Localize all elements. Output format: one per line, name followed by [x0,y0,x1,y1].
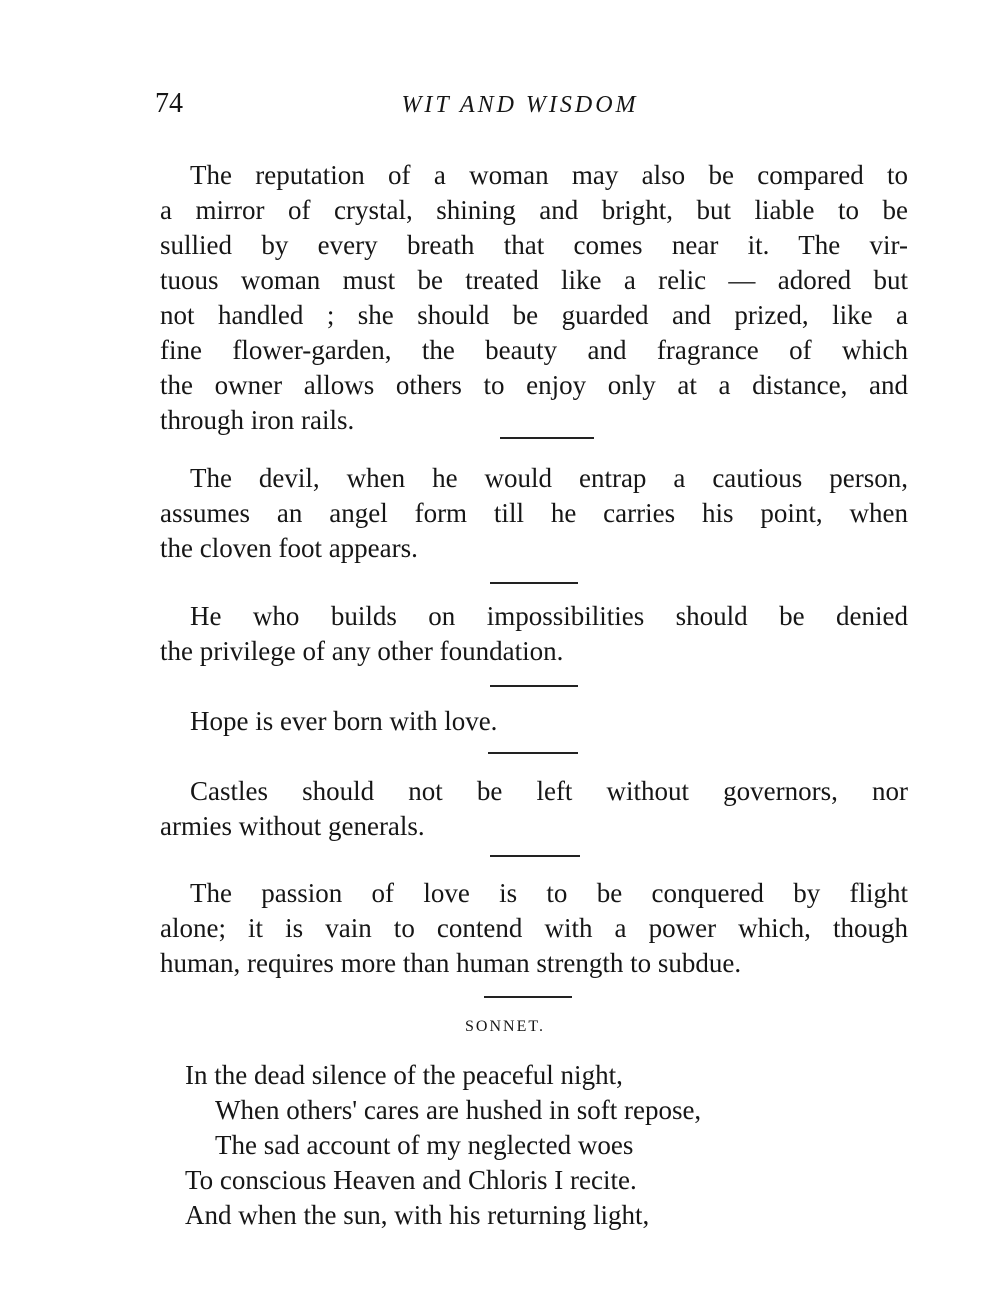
section-divider [490,855,580,857]
sonnet-title: SONNET. [465,1018,545,1035]
verse-line: And when the sun, with his returning light, [185,1200,650,1230]
text-line: tuous woman must be treated like a relic — adored but [160,265,908,295]
text-line: The reputation of a woman may also be compared to [190,160,908,190]
text-line: The devil, when he would entrap a cautious person, [190,463,908,493]
text-line: through iron rails. [160,405,355,435]
verse-line: To conscious Heaven and Chloris I recite. [185,1165,637,1195]
text-line: a mirror of crystal, shining and bright, but liable to be [160,195,908,225]
text-line: not handled ; she should be guarded and prized, like a [160,300,908,330]
running-head: WIT AND WISDOM [401,92,639,118]
section-divider [488,752,578,754]
page-number: 74 [155,88,183,119]
text-line: The passion of love is to be conquered by flight [190,878,908,908]
text-line: sullied by every breath that comes near it. The vir- [160,230,908,260]
text-line: alone; it is vain to contend with a power which, though [160,913,908,943]
text-line: He who builds on impossibilities should be denied [190,601,908,631]
text-line: fine flower-garden, the beauty and fragrance of which [160,335,908,365]
verse-line: The sad account of my neglected woes [215,1130,634,1160]
section-divider [490,685,578,687]
section-divider [490,582,578,584]
text-line: assumes an angel form till he carries his point, when [160,498,908,528]
verse-line: In the dead silence of the peaceful night, [185,1060,623,1090]
section-divider [484,996,572,998]
text-line: human, requires more than human strength to subdue. [160,948,742,978]
text-line: the owner allows others to enjoy only at a distance, and [160,370,908,400]
text-line: Hope is ever born with love. [190,706,498,736]
text-line: armies without generals. [160,811,425,841]
verse-line: When others' cares are hushed in soft repose, [215,1095,702,1125]
text-line: the privilege of any other foundation. [160,636,564,666]
text-line: Castles should not be left without governors, nor [190,776,908,806]
text-line: the cloven foot appears. [160,533,418,563]
section-divider [500,437,594,439]
